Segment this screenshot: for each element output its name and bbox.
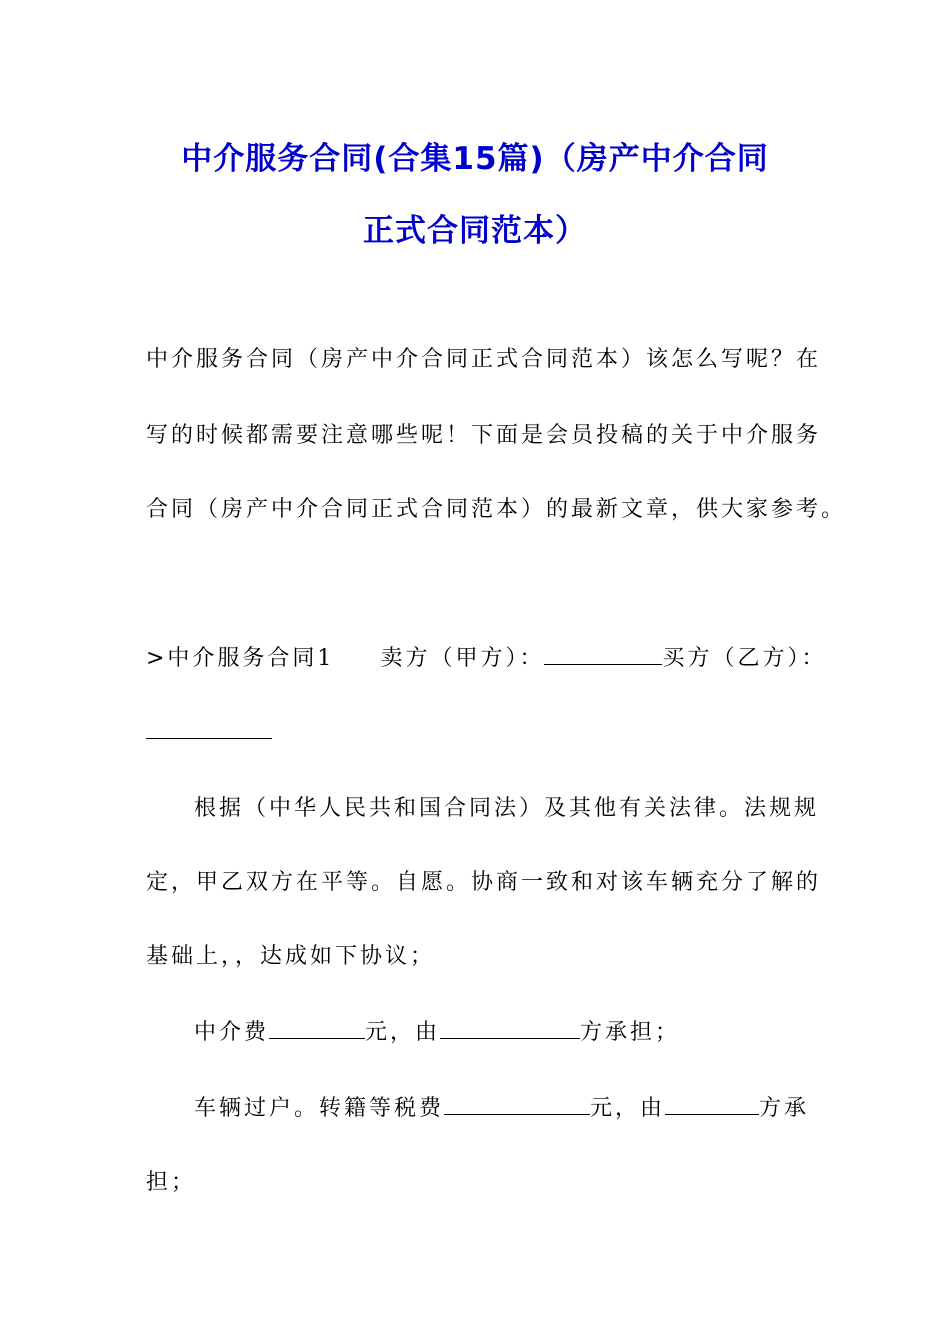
document-title-line1: 中介服务合同(合集15篇)（房产中介合同 <box>181 141 769 177</box>
fee-party-blank <box>440 1020 580 1039</box>
seller-blank <box>544 646 662 665</box>
tax-wrap-line: 担； <box>146 1170 197 1195</box>
tax-end: 方承 <box>759 1096 810 1121</box>
tax-amount-blank <box>444 1096 590 1115</box>
intro-line-3: 合同（房产中介合同正式合同范本）的最新文章，供大家参考。 <box>146 497 847 522</box>
intro-line-2: 写的时候都需要注意哪些呢！下面是会员投稿的关于中介服务 <box>146 423 822 448</box>
buyer-blank-row <box>146 718 272 748</box>
para1-line-2: 定，甲乙双方在平等。自愿。协商一致和对该车辆充分了解的 <box>146 870 822 895</box>
tax-label: 车辆过户。转籍等税费 <box>194 1096 445 1121</box>
document-title-line2: 正式合同范本） <box>363 213 587 249</box>
section-heading-row <box>146 644 826 674</box>
seller-label: 卖方（甲方）： <box>380 646 545 671</box>
intro-line-1: 中介服务合同（房产中介合同正式合同范本）该怎么写呢？在 <box>146 347 822 372</box>
para1-line-3: 基础上，，达成如下协议； <box>146 944 436 969</box>
tax-party-blank <box>665 1096 759 1115</box>
tax-row <box>194 1094 809 1124</box>
fee-row <box>194 1018 680 1048</box>
fee-amount-blank <box>269 1020 365 1039</box>
section-heading: >中介服务合同1 <box>146 646 335 671</box>
fee-mid: 元，由 <box>365 1020 441 1045</box>
buyer-blank <box>146 720 272 739</box>
fee-end: 方承担； <box>580 1020 681 1045</box>
buyer-label: 买方（乙方）： <box>662 646 827 671</box>
para1-line-1: 根据（中华人民共和国合同法）及其他有关法律。法规规 <box>194 796 820 821</box>
tax-mid: 元，由 <box>590 1096 666 1121</box>
fee-label: 中介费 <box>194 1020 270 1045</box>
